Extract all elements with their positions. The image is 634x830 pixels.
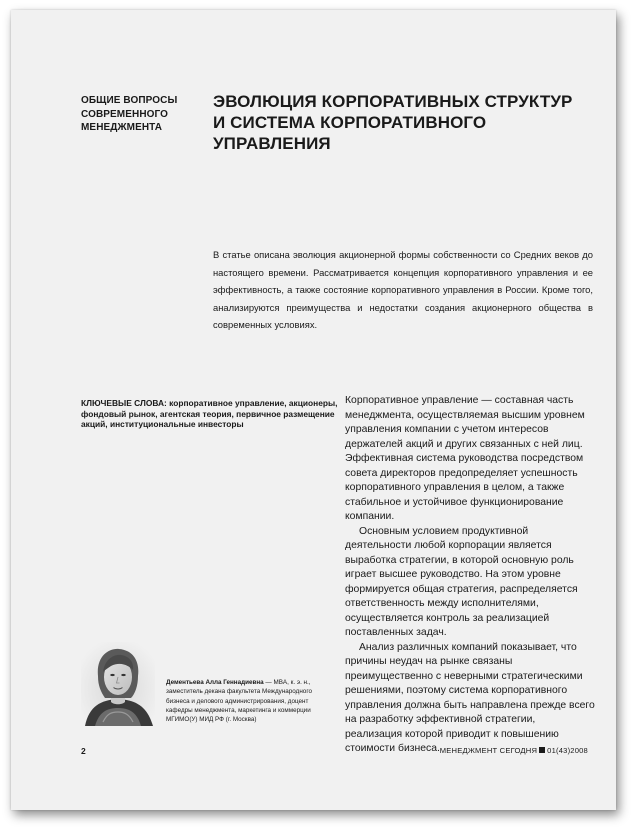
title-line: И СИСТЕМА КОРПОРАТИВНОГО УПРАВЛЕНИЯ — [213, 113, 487, 153]
article-title — [213, 91, 593, 154]
rubric-line: МЕНЕДЖМЕНТА — [81, 122, 163, 133]
body-paragraph: Анализ различных компаний показывает, что причины неудач на рынке связаны преимущественно с неверными стратегическими решениями, поэтому система корпоративного управления должна быть направлена прежде всего на разработку эффективной стратегии, реализация которой приводит к повышению стоимости бизнеса. — [345, 641, 595, 754]
keywords-text: корпоративное управление, акционеры, фондовый рынок, агентская теория, первичное размещение акций, институциональные инвесторы — [81, 398, 338, 430]
journal-name: МЕНЕДЖМЕНТ СЕГОДНЯ — [439, 746, 538, 755]
rubric-line: ОБЩИЕ ВОПРОСЫ — [81, 95, 178, 106]
section-rubric — [81, 94, 201, 135]
article-abstract: В статье описана эволюция акционерной формы собственности со Средних веков до настоящего времени. Рассматривается концепция корпоративного управления и ее эффективность, а также состояние корпоративного управления в России. Кроме того, анализируются преимущества и недостатки создания акционерного общества в современных условиях. — [213, 249, 593, 331]
title-line: ЭВОЛЮЦИЯ КОРПОРАТИВНЫХ СТРУКТУР — [213, 92, 573, 111]
keywords-label: КЛЮЧЕВЫЕ СЛОВА: — [81, 398, 167, 408]
author-name: Дементьева Алла Геннадиевна — [166, 679, 264, 686]
author-info — [166, 678, 328, 724]
keywords — [81, 398, 343, 430]
body-paragraph: Основным условием продуктивной деятельности любой корпорации является выработка стратегии, в которой основную роль играет высшее руководство. На этом уровне формируется общая стратегия, распределяется ответственность между исполнителями, осуществляется контроль за реализацией поставленных задач. — [345, 525, 578, 638]
author-details: — MBA, к. э. н., заместитель декана факультета Международного бизнеса и делового администрирования, доцент кафедры менеджмента, маркетинга и коммерции МГИМО(У) МИД РФ (г. Москва) — [166, 679, 312, 724]
journal-footer — [440, 746, 588, 755]
square-separator-icon — [539, 747, 545, 753]
article-body — [345, 394, 595, 757]
rubric-line: СОВРЕМЕННОГО — [81, 108, 169, 120]
author-photo — [81, 642, 155, 726]
journal-issue: 01(43)2008 — [547, 746, 588, 755]
body-paragraph: Корпоративное управление — составная часть менеджмента, осуществляемая высшим уровнем управления компании с учетом интересов держателей акций и других связанных с ней лиц. Эффективная система руководства посредством совета директоров предопределяет успешность корпоративного управления в целом, а также стабильное и устойчивое функционирование компании. — [345, 395, 585, 522]
journal-page — [11, 10, 616, 810]
page-number: 2 — [81, 746, 86, 756]
